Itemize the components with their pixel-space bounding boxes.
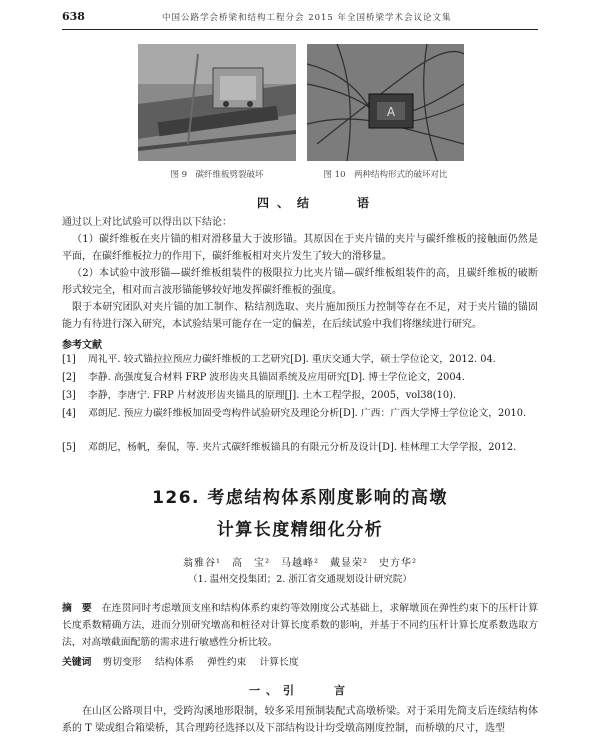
keywords: [62, 654, 309, 668]
keyword: 计算长度: [259, 657, 299, 668]
introduction-heading: 一、引 言: [249, 684, 351, 697]
reference-text: 李静，李唐宁. FRP 片材波形齿夹锚具的原理[J]. 土木工程学报，2005，vol38(10).: [88, 390, 457, 401]
conclusion-intro: 通过以上对比试验可以得出以下结论：: [62, 217, 232, 228]
article-affiliations: （1. 温州交投集团；2. 浙江省交通规划设计研究院）: [188, 574, 412, 585]
running-head: 中国公路学会桥梁和结构工程分会 2015 年全国桥梁学术会议论文集: [162, 13, 452, 23]
conclusion-point-1: （1）碳纤维板在夹片锚的相对滑移量大于波形锚。其原因在于夹片锚的夹片与碳纤维板的接触面仍然是平面，在碳纤维板拉力的作用下，碳纤维板相对夹片发生了较大的滑移量。: [62, 234, 538, 262]
conclusion-limitations: 限于本研究团队对夹片锚的加工制作、粘结剂选取、夹片施加预压力控制等存在不足，对于夹片锚的锚固能力有待进行深入研究，本试验结果可能存在一定的偏差，在后续试验中我们将继续进行研究。: [62, 302, 538, 330]
reference-number: [5]: [62, 442, 76, 453]
figure-9-photo: [138, 44, 296, 161]
abstract: [62, 600, 538, 651]
page-header: [62, 10, 538, 28]
figure-10-photo: [307, 44, 464, 161]
article-title-line-2: 计算长度精细化分析: [216, 520, 384, 540]
figure-10-caption: 图 10 两种结构形式的破坏对比: [323, 170, 448, 180]
keywords-label: 关键词: [62, 657, 92, 668]
keyword: 剪切变形: [102, 657, 142, 668]
keyword: 弹性约束: [207, 657, 247, 668]
reference-text: 周礼平. 较式锚拉拉预应力碳纤维板的工艺研究[D]. 重庆交通大学，硕士学位论文，2012. 04.: [88, 354, 496, 365]
section-4-heading: 四、结 语: [257, 196, 378, 210]
figure-9-image: [138, 44, 296, 161]
references-heading: 参考文献: [62, 340, 102, 351]
reference-number: [3]: [62, 390, 76, 401]
article-title-line-1: 126. 考虑结构体系刚度影响的高墩: [152, 488, 448, 508]
reference-number: [1]: [62, 354, 76, 365]
introduction-text: 在山区公路项目中，受跨沟溪地形限制，较多采用预制装配式高墩桥梁。对于采用先简支后连续结构体系的 T 梁或组合箱梁桥，其合理跨径选择以及下部结构设计均受墩高刚度控制，而桥墩的尺寸，选型: [62, 706, 538, 734]
page-number: 638: [62, 10, 85, 23]
figure-10-image: [307, 44, 464, 161]
svg-text:A: A: [386, 105, 396, 119]
figure-9-caption: 图 9 碳纤维板劈裂破坏: [170, 170, 264, 180]
conclusion-point-2: （2）本试验中波形锚—碳纤维板组装件的极限拉力比夹片锚—碳纤维板组装件的高，且碳纤维板的破断形式较完全，相对而言波形锚能够较好地发挥碳纤维板的强度。: [62, 268, 538, 296]
article-authors: 翁雅谷¹ 高 宝² 马越峰² 戴显荣² 史方华²: [182, 558, 418, 569]
keyword: 结构体系: [154, 657, 195, 668]
header-rule: [62, 29, 538, 30]
abstract-label: 摘 要: [62, 603, 92, 614]
reference-number: [4]: [62, 408, 76, 419]
reference-text: 李静. 高强度复合材料 FRP 波形齿夹具锚固系统及应用研究[D]. 博士学位论文，2004.: [88, 372, 465, 383]
reference-text: 邓朗尼，杨帆，秦侃，等. 夹片式碳纤维板锚具的有限元分析及设计[D]. 桂林理工大学学报，2012.: [88, 442, 517, 453]
abstract-text: 在连贯同时考虑墩顶支座和结构体系约束约等效刚度公式基础上，求解墩顶在弹性约束下的压杆计算长度系数精确方法，进而分别研究墩高和桩径对计算长度系数的影响，并基于不同约压杆计算长度系数选取方法，对高墩截面配筋的需求进行敏感性分析比较。: [62, 603, 539, 648]
reference-text: 邓朗尼. 预应力碳纤维板加固受弯构件试验研究及理论分析[D]. 广西：广西大学博士学位论文，2010.: [88, 408, 527, 419]
reference-number: [2]: [62, 372, 76, 383]
